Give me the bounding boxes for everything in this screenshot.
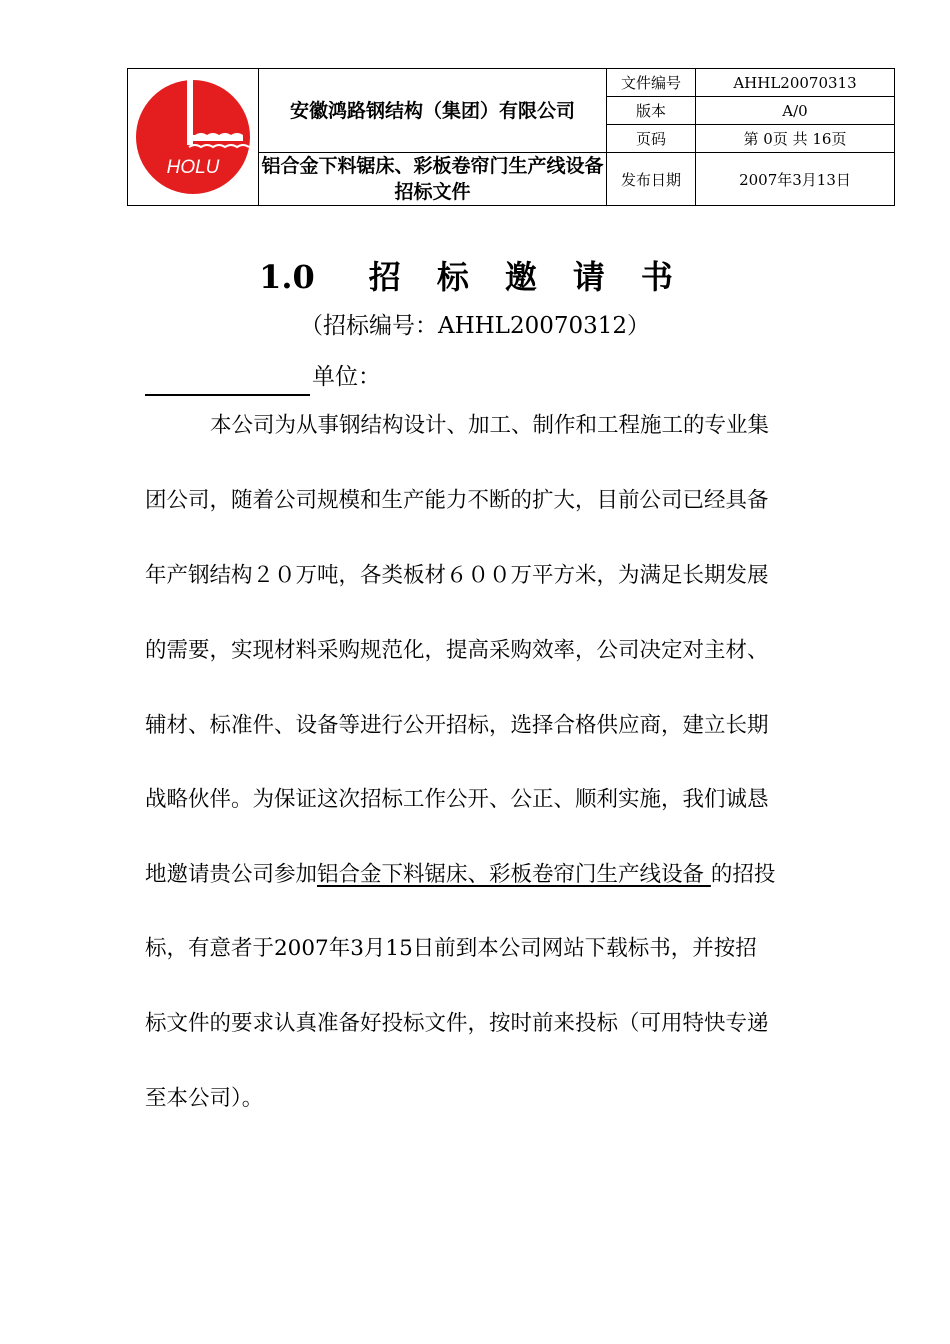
body-line-invitation [145, 860, 810, 890]
title-char: 邀 [504, 258, 537, 296]
holu-logo [133, 75, 253, 199]
bid-number: （招标编号：AHHL20070312） [299, 313, 651, 339]
company-logo-cell [128, 69, 259, 206]
recipient-unit-line [145, 358, 381, 396]
logo-text: HOLU [166, 157, 220, 178]
page-label: 页码 [607, 125, 696, 153]
file-number-value: AHHL20070313 [696, 69, 895, 97]
body-line: 团公司，随着公司规模和生产能力不断的扩大，目前公司已经具备 [145, 488, 769, 513]
body-line: 标文件的要求认真准备好投标文件，按时前来投标（可用特快专递 [145, 1011, 769, 1036]
title-char: 招 [368, 258, 401, 296]
invitation-text: 地邀请贵公司参加 [145, 862, 318, 887]
bid-subject-underlined: 铝合金下料锯床、彩板卷帘门生产线设备 [317, 862, 711, 887]
body-line: 本公司为从事钢结构设计、加工、制作和工程施工的专业集 [210, 413, 770, 438]
page-title [0, 252, 950, 302]
version-value: A/0 [696, 97, 895, 125]
file-number-label: 文件编号 [607, 69, 696, 97]
body-line: 至本公司）。 [145, 1086, 264, 1111]
invitation-text-end: 的招投 [710, 862, 776, 887]
issue-date-label: 发布日期 [607, 153, 696, 206]
page-value: 第 0页 共 16页 [696, 125, 895, 153]
body-line: 战略伙伴。为保证这次招标工作公开、公正、顺利实施，我们诚恳 [145, 787, 769, 812]
body-line: 辅材、标准件、设备等进行公开招标，选择合格供应商，建立长期 [145, 713, 769, 738]
title-char: 请 [572, 258, 605, 296]
body-line: 标，有意者于2007年3月15日前到本公司网站下载标书，并按招 [145, 936, 757, 961]
title-char: 书 [640, 258, 673, 296]
document-name: 铝合金下料锯床、彩板卷帘门生产线设备招标文件 [259, 153, 607, 206]
title-char: 标 [436, 258, 469, 296]
body-line: 年产钢结构２０万吨，各类板材６００万平方米，为满足长期发展 [145, 563, 769, 588]
issue-date-value: 2007年3月13日 [696, 153, 895, 206]
unit-label: 单位： [312, 364, 381, 390]
unit-blank-field [145, 366, 310, 396]
company-name: 安徽鸿路钢结构（集团）有限公司 [259, 69, 607, 153]
body-line: 的需要，实现材料采购规范化，提高采购效率，公司决定对主材、 [145, 638, 769, 663]
title-number: 1.0 [259, 258, 315, 296]
version-label: 版本 [607, 97, 696, 125]
document-header-table [127, 68, 895, 206]
